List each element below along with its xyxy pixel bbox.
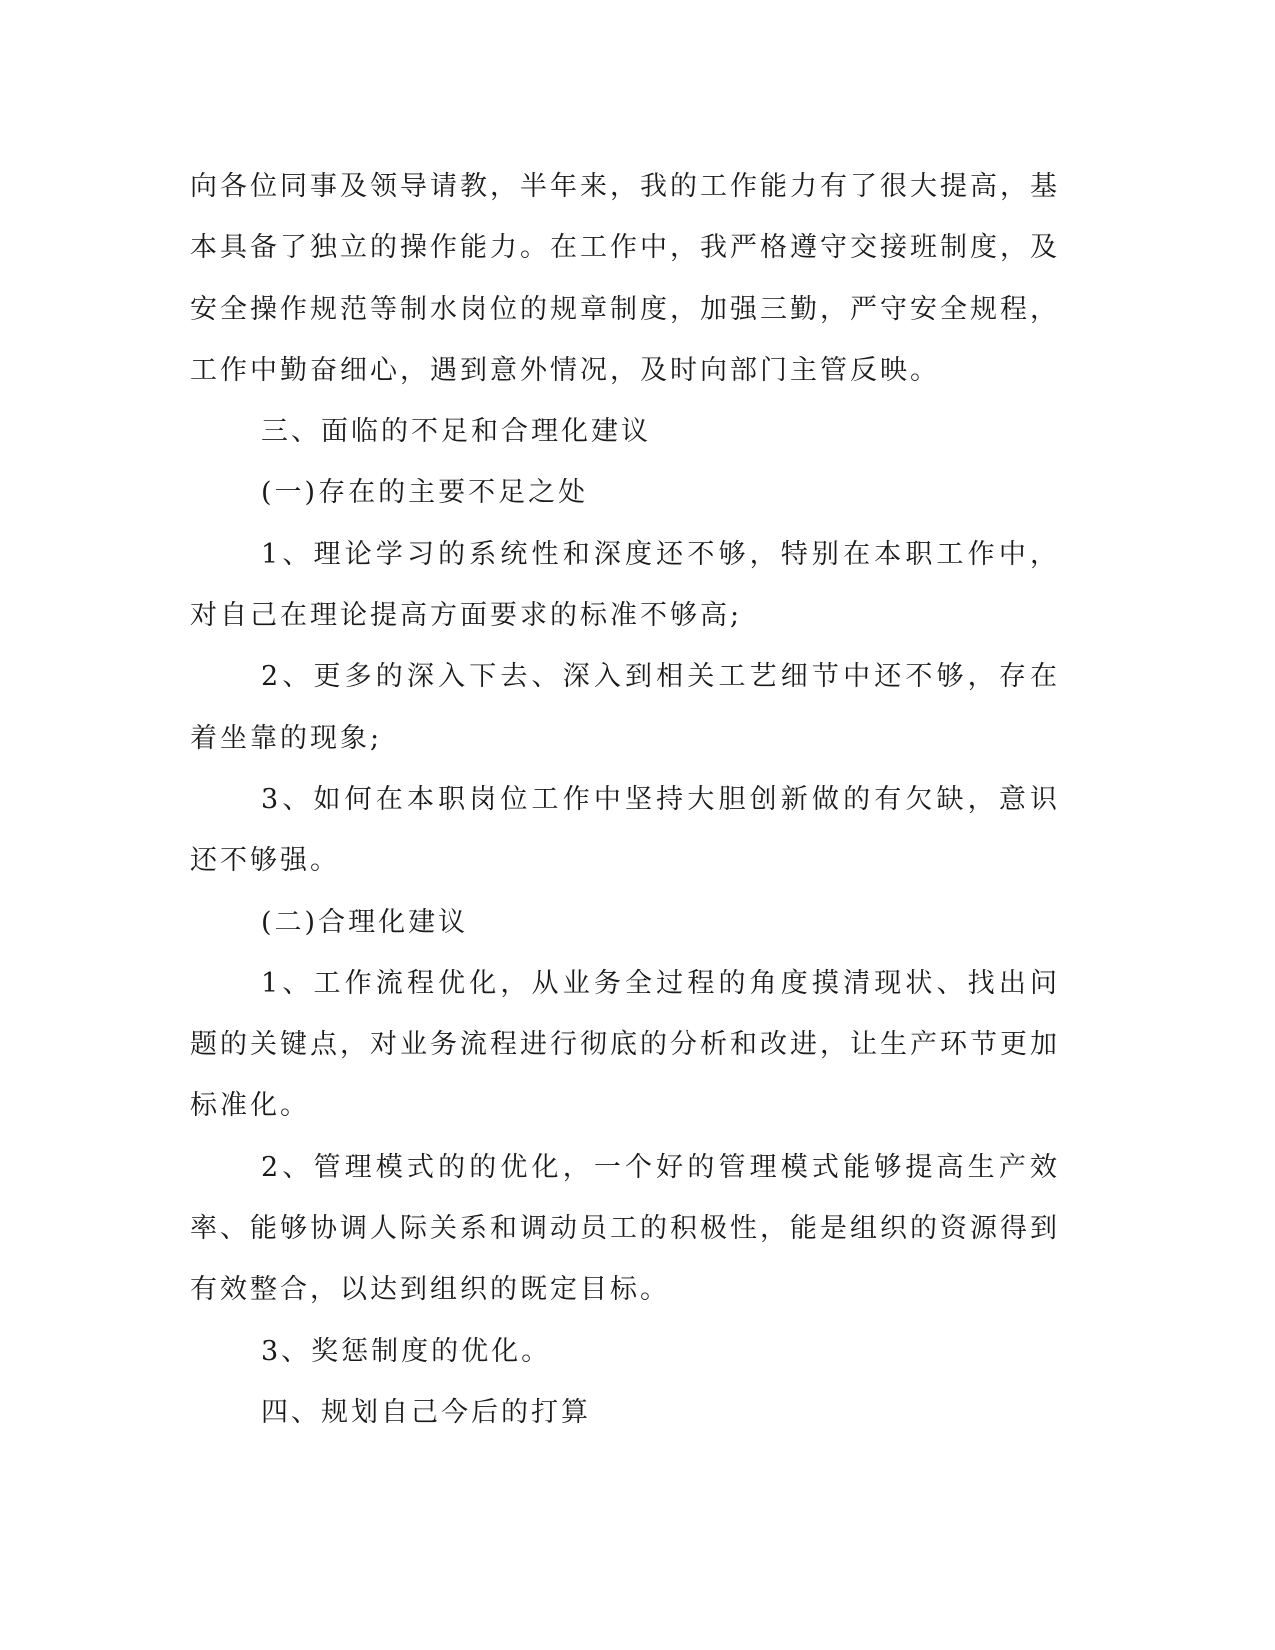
subsection-heading-shortcomings: (一)存在的主要不足之处 (261, 477, 589, 509)
shortcoming-item-3: 3、如何在本职岗位工作中坚持大胆创新做的有欠缺，意识还不够强。 (190, 783, 1060, 877)
shortcoming-item-2: 2、更多的深入下去、深入到相关工艺细节中还不够，存在着坐靠的现象; (190, 661, 1060, 754)
subsection-heading-suggestions: (二)合理化建议 (261, 906, 469, 938)
paragraph-continuation: 向各位同事及领导请教，半年来，我的工作能力有了很大提高，基本具备了独立的操作能力。在工作中，我严格遵守交接班制度，及安全操作规范等制水岗位的规章制度，加强三勤，严守安全规程，工作中勤奋细心，遇到意外情况，及时向部门主管反映。 (190, 171, 1060, 386)
section-heading-three: 三、面临的不足和合理化建议 (261, 416, 651, 448)
section-heading-four: 四、规划自己今后的打算 (261, 1396, 591, 1428)
suggestion-item-3: 3、奖惩制度的优化。 (261, 1335, 552, 1367)
suggestion-item-2: 2、管理模式的的优化，一个好的管理模式能够提高生产效率、能够协调人际关系和调动员工的积极性，能是组织的资源得到有效整合，以达到组织的既定目标。 (190, 1151, 1060, 1306)
suggestion-item-1: 1、工作流程优化，从业务全过程的角度摸清现状、找出问题的关键点，对业务流程进行彻底的分析和改进，让生产环节更加标准化。 (190, 967, 1060, 1122)
shortcoming-item-1: 1、理论学习的系统性和深度还不够，特别在本职工作中，对自己在理论提高方面要求的标准不够高; (190, 538, 1060, 632)
document-body (190, 156, 1060, 1443)
